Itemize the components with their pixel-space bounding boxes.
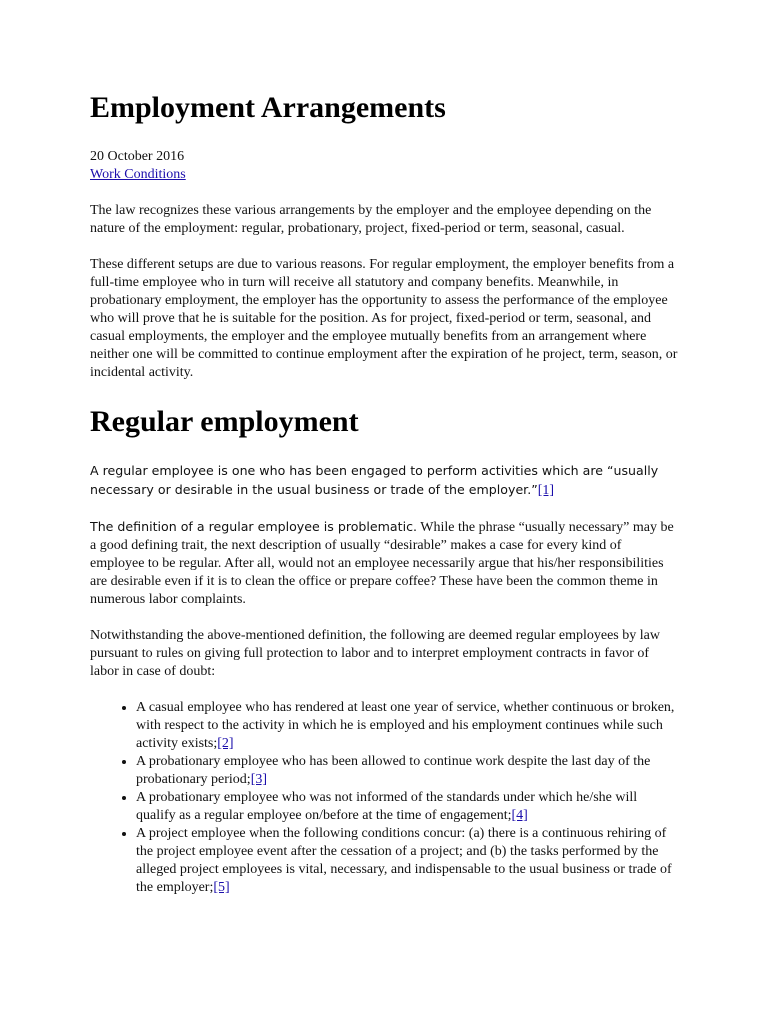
footnote-link-5[interactable]: [5] <box>213 880 230 895</box>
regular-paragraph-1 <box>90 462 678 500</box>
section-heading-regular-employment: Regular employment <box>90 405 359 438</box>
list-item-text: A project employee when the following conditions concur: (a) there is a continuous rehiring of the project employee event after the cessation of a project; and (b) the tasks performed by the alleged project employees is vital, necessary, and indispensable to the usual business or trade of the employer; <box>136 826 672 895</box>
footnote-link-1[interactable]: [1] <box>537 483 555 498</box>
page-title: Employment Arrangements <box>90 91 446 124</box>
regular-employee-list <box>90 699 678 897</box>
list-item <box>136 789 678 825</box>
intro-paragraph-2: These different setups are due to various reasons. For regular employment, the employer benefits from a full-time employee who in turn will receive all statutory and company benefits. Meanwhile, in probationary employment, the employer has the opportunity to assess the performance of the employee who will prove that he is suitable for the position. As for project, fixed-period or term, seasonal, and casual employments, the employer and the employee mutually benefits from an arrangement where neither one will be committed to continue employment after the expiration of he project, term, season, or incidental activity. <box>90 257 678 380</box>
regular-paragraph-1-text: A regular employee is one who has been engaged to perform activities which are “usually necessary or desirable in the usual business or trade of the employer.” <box>90 463 659 497</box>
regular-paragraph-3: Notwithstanding the above-mentioned definition, the following are deemed regular employees by law pursuant to rules on giving full protection to labor and to interpret employment contracts in favor of labor in case of doubt: <box>90 628 660 679</box>
category-link[interactable]: Work Conditions <box>90 167 186 182</box>
regular-paragraph-2 <box>90 518 678 609</box>
footnote-link-4[interactable]: [4] <box>511 808 528 823</box>
regular-paragraph-2-rest: While the phrase “usually necessary” may be a good defining trait, the next description of usually “desirable” makes a case for every kind of employee to be regular. After all, would not an employee necessarily argue that his/her responsibilities are desirable even if it is to clean the office or prepare coffee? These have been the common theme in numerous labor complaints. <box>90 520 674 607</box>
article-date: 20 October 2016 <box>90 149 185 164</box>
article-meta <box>90 148 678 184</box>
footnote-link-3[interactable]: [3] <box>250 772 268 787</box>
list-item-text: A probationary employee who has been allowed to continue work despite the last day of the probationary period; <box>136 754 651 787</box>
list-item <box>136 699 678 753</box>
footnote-link-2[interactable]: [2] <box>217 736 234 751</box>
list-item <box>136 753 678 789</box>
list-item-text: A probationary employee who was not informed of the standards under which he/she will qualify as a regular employee on/before at the time of engagement; <box>136 790 638 823</box>
intro-paragraph-1: The law recognizes these various arrangements by the employer and the employee depending on the nature of the employment: regular, probationary, project, fixed-period or term, seasonal, casual. <box>90 203 652 236</box>
list-item <box>136 825 678 897</box>
regular-paragraph-2-lead: The definition of a regular employee is problematic. <box>90 519 418 534</box>
list-item-text: A casual employee who has rendered at least one year of service, whether continuous or broken, with respect to the activity in which he is employed and his employment continues while such activity exists; <box>136 700 675 751</box>
